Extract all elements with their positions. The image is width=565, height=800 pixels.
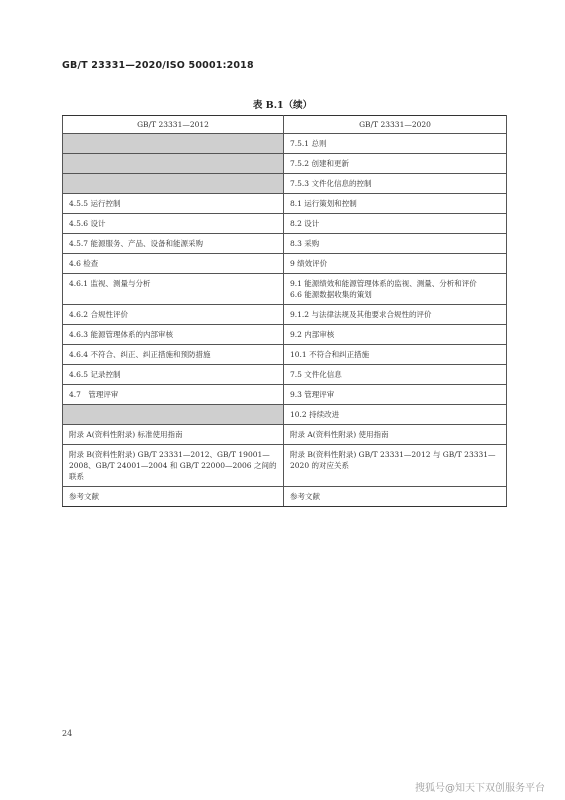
cell-2020-clause: 9.2 内部审核 (284, 325, 507, 345)
cell-2012-clause: 4.6.4 不符合、纠正、纠正措施和预防措施 (63, 345, 284, 365)
cell-2012-clause (63, 405, 284, 425)
cell-2012-clause (63, 154, 284, 174)
table-row (63, 345, 507, 365)
cell-2020-clause: 9.1.2 与法律法规及其他要求合规性的评价 (284, 305, 507, 325)
cell-2012-clause: 4.6.3 能源管理体系的内部审核 (63, 325, 284, 345)
cell-2012-clause: 4.6 检查 (63, 254, 284, 274)
cell-2020-clause: 7.5 文件化信息 (284, 365, 507, 385)
cell-2012-clause: 4.6.1 监视、测量与分析 (63, 274, 284, 305)
cell-2020-clause: 附录 B(资料性附录) GB/T 23331—2012 与 GB/T 23331—2020 的对应关系 (284, 445, 507, 487)
cell-2012-clause (63, 134, 284, 154)
table-title: 表 B.1（续） (252, 100, 313, 111)
column-header-2012: GB/T 23331—2012 (63, 116, 284, 134)
cell-2020-clause: 8.2 设计 (284, 214, 507, 234)
watermark-text: 搜狐号@知天下双创服务平台 (415, 783, 545, 794)
table-row (63, 214, 507, 234)
correspondence-table (62, 115, 507, 507)
table-row (63, 274, 507, 305)
standard-code-header: GB/T 23331—2020/ISO 50001:2018 (62, 60, 254, 71)
table-row (63, 154, 507, 174)
cell-2012-clause: 4.6.2 合规性评价 (63, 305, 284, 325)
cell-2012-clause: 附录 B(资料性附录) GB/T 23331—2012、GB/T 19001—2008、GB/T 24001—2004 和 GB/T 22000—2006 之间的联系 (63, 445, 284, 487)
cell-2020-clause: 7.5.3 文件化信息的控制 (284, 174, 507, 194)
table-header-row (63, 116, 507, 134)
cell-2012-clause: 附录 A(资料性附录) 标准使用指南 (63, 425, 284, 445)
cell-2012-clause: 4.5.7 能源服务、产品、设备和能源采购 (63, 234, 284, 254)
cell-2012-clause: 4.5.5 运行控制 (63, 194, 284, 214)
cell-2012-clause: 4.5.6 设计 (63, 214, 284, 234)
table-row (63, 174, 507, 194)
table-row (63, 134, 507, 154)
table-row (63, 425, 507, 445)
cell-2012-clause (63, 174, 284, 194)
cell-2020-clause: 10.1 不符合和纠正措施 (284, 345, 507, 365)
page-number: 24 (62, 729, 73, 738)
cell-2012-clause: 4.6.5 记录控制 (63, 365, 284, 385)
cell-2020-clause: 9.3 管理评审 (284, 385, 507, 405)
cell-2012-clause: 4.7 管理评审 (63, 385, 284, 405)
column-header-2020: GB/T 23331—2020 (284, 116, 507, 134)
table-row (63, 365, 507, 385)
cell-2020-clause: 9 绩效评价 (284, 254, 507, 274)
table-row (63, 234, 507, 254)
table-row (63, 305, 507, 325)
cell-2020-clause: 7.5.1 总则 (284, 134, 507, 154)
cell-2020-clause: 8.3 采购 (284, 234, 507, 254)
table-row (63, 445, 507, 487)
cell-2020-clause: 8.1 运行策划和控制 (284, 194, 507, 214)
cell-2020-clause: 9.1 能源绩效和能源管理体系的监视、测量、分析和评价 6.6 能源数据收集的策划 (284, 274, 507, 305)
cell-2020-clause: 7.5.2 创建和更新 (284, 154, 507, 174)
table-row (63, 405, 507, 425)
cell-2020-clause: 10.2 持续改进 (284, 405, 507, 425)
cell-2020-clause: 附录 A(资料性附录) 使用指南 (284, 425, 507, 445)
table-row (63, 254, 507, 274)
table-row (63, 325, 507, 345)
table-row (63, 194, 507, 214)
cell-2012-clause: 参考文献 (63, 487, 284, 507)
cell-2020-clause: 参考文献 (284, 487, 507, 507)
table-row (63, 487, 507, 507)
table-row (63, 385, 507, 405)
